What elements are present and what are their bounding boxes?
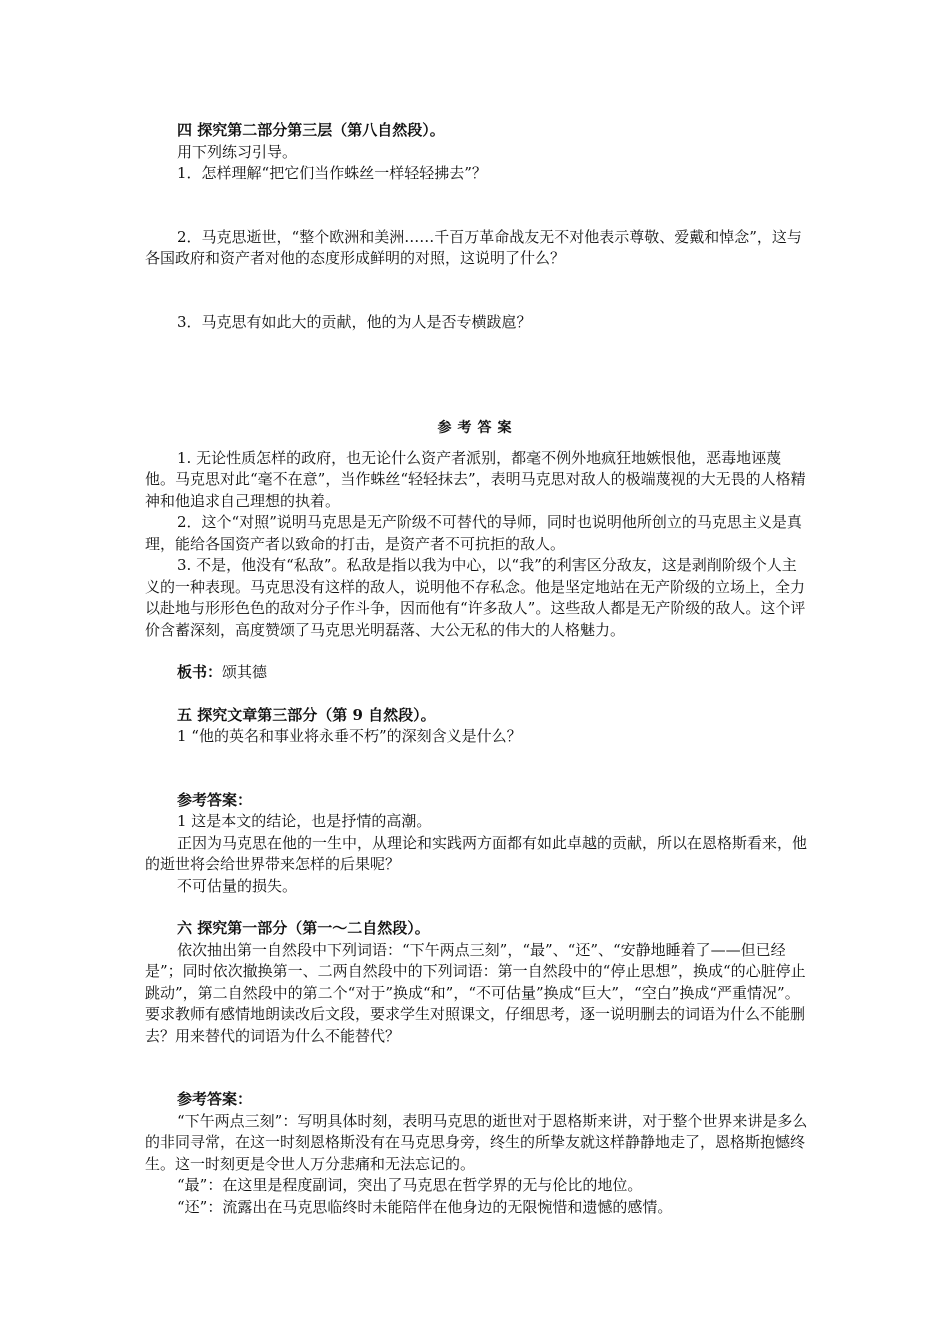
section-6-answer-3: “还”：流露出在马克思临终时未能陪伴在他身边的无限惋惜和遗憾的感情。 [177, 1197, 673, 1216]
section-6-answer-1: “下午两点三刻”：写明具体时刻，表明马克思的逝世对于恩格斯来讲，对于整个世界来讲是多么的非同寻常，在这一时刻恩格斯没有在马克思身旁，终生的所挚友就这样静静地走了，恩格斯抱憾终生。这一时刻更是令世人万分悲痛和无法忘记的。 [145, 1111, 808, 1173]
answer-3: 3. 不是，他没有“私敌”。私敌是指以我为中心，以“我”的利害区分敌友，这是剥削阶级个人主义的一种表现。马克思没有这样的敌人，说明他不存私念。他是坚定地站在无产阶级的立场上，全力以赴地与形形色色的敌对分子作斗争，因而他有“许多敌人”。这些敌人都是无产阶级的敌人。这个评价含蓄深刻，高度赞颂了马克思光明磊落、大公无私的伟大的人格魅力。 [145, 556, 806, 639]
section-6-heading: 六 探究第一部分（第一～二自然段）。 [177, 919, 430, 937]
board-label: 板书： [177, 663, 223, 681]
section-6-body: 依次抽出第一自然段中下列词语：“下午两点三刻”，“最”、“还”、“安静地睡着了——但已经是”；同时依次撤换第一、二两自然段中的下列词语：第一自然段中的“停止思想”，换成“的心脏停止跳动”，第二自然段中的第二个“对于”换成“和”，“不可估量”换成“巨大”，“空白”换成“严重情况”。要求教师有感情地朗读改后文段，要求学生对照课文，仔细思考，逐一说明删去的词语为什么不能删去？用来替代的词语为什么不能替代？ [145, 940, 806, 1045]
section-5-question-1: 1 “他的英名和事业将永垂不朽”的深刻含义是什么？ [177, 727, 522, 745]
board-value: 颂其德 [222, 663, 268, 681]
section-5-heading: 五 探究文章第三部分（第 9 自然段）。 [177, 705, 436, 724]
document-page [145, 120, 810, 1218]
section-4-question-2: 2．马克思逝世，“整个欧洲和美洲……千百万革命战友无不对他表示尊敬、爱戴和悼念”，这与各国政府和资产者对他的态度形成鲜明的对照，这说明了什么？ [145, 227, 802, 267]
section-5-answer-3: 不可估量的损失。 [177, 876, 298, 895]
answers-title: 参考答案 [437, 420, 518, 436]
section-4-question-1: 1．怎样理解“把它们当作蛛丝一样轻轻拂去”？ [177, 164, 487, 182]
section-6-reference-label: 参考答案： [177, 1090, 253, 1108]
board-note [145, 662, 810, 684]
section-4-intro: 用下列练习引导。 [177, 142, 298, 161]
section-4-heading: 四 探究第二部分第三层（第八自然段）。 [177, 121, 445, 139]
answer-1: 1. 无论性质怎样的政府，也无论什么资产者派别，都毫不例外地疯狂地嫉恨他，恶毒地诬蔑他。马克思对此“毫不在意”，当作蛛丝“轻轻抹去”，表明马克思对敌人的极端蔑视的大无畏的人格精神和他追求自己理想的执着。 [145, 448, 806, 510]
section-4-question-3: 3．马克思有如此大的贡献，他的为人是否专横跋扈？ [177, 312, 532, 331]
answer-2: 2．这个“对照”说明马克思是无产阶级不可替代的导师，同时也说明他所创立的马克思主义是真理，能给各国资产者以致命的打击，是资产者不可抗拒的敌人。 [145, 513, 802, 553]
section-5-reference-label: 参考答案： [177, 790, 253, 809]
section-6-answer-2: “最”：在这里是程度副词，突出了马克思在哲学界的无与伦比的地位。 [177, 1176, 643, 1194]
section-5-answer-1: 1 这是本文的结论，也是抒情的高潮。 [177, 812, 432, 830]
section-5-answer-2: 正因为马克思在他的一生中，从理论和实践两方面都有如此卓越的贡献，所以在恩格斯看来，他的逝世将会给世界带来怎样的后果呢？ [145, 833, 808, 873]
